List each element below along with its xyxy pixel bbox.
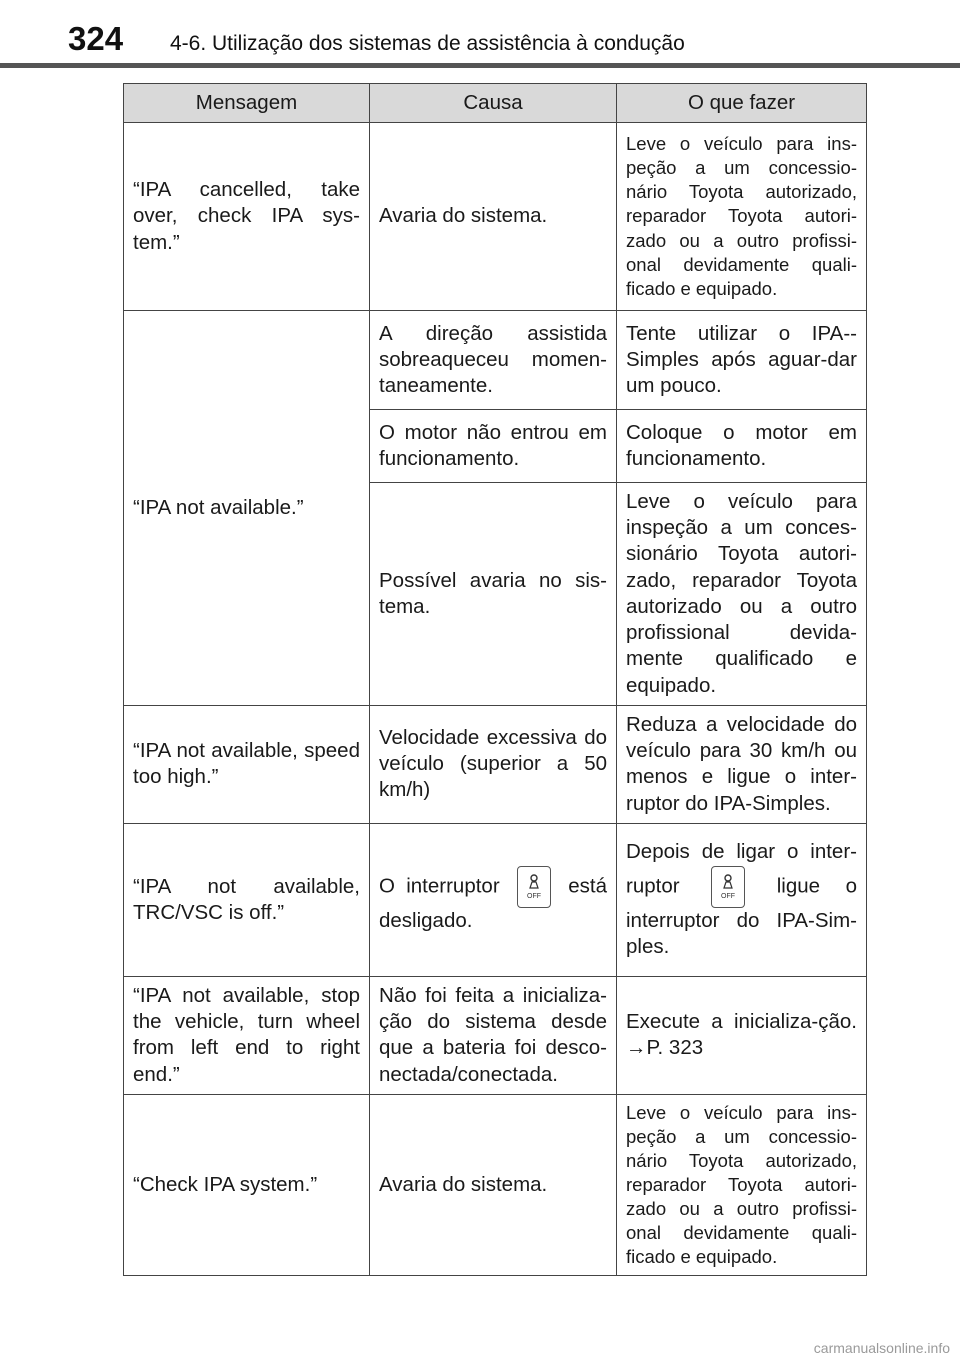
cause-cell: Avaria do sistema. xyxy=(370,123,617,311)
action-cell: Leve o veículo para ins-peção a um concessio-nário Toyota autorizado, reparador Toyota autori-zado ou a outro profissi-onal devidamente quali-ficado e equipado. xyxy=(617,1094,867,1275)
action-cell xyxy=(617,823,867,976)
message-cell: “IPA cancelled, take over, check IPA sys-tem.” xyxy=(124,123,370,311)
header-rule xyxy=(0,63,960,68)
cause-cell: Velocidade excessiva do veículo (superior a 50 km/h) xyxy=(370,705,617,823)
table-row xyxy=(124,123,867,311)
action-text-before: Depois de ligar o inter-ruptor xyxy=(626,840,857,898)
cause-text-before: O interruptor xyxy=(379,874,500,898)
column-header-cause: Causa xyxy=(370,84,617,123)
vsc-off-switch-icon xyxy=(711,866,745,908)
message-cell: “IPA not available, speed too high.” xyxy=(124,705,370,823)
message-cell: “IPA not available, TRC/VSC is off.” xyxy=(124,823,370,976)
watermark: carmanualsonline.info xyxy=(813,1340,950,1356)
action-cell: Leve o veículo para inspeção a um conces-sionário Toyota autori-zado, reparador Toyota autorizado ou a outro profissional devida-mente qualificado e equipado. xyxy=(617,483,867,706)
table-row xyxy=(124,1094,867,1275)
switch-off-label: OFF xyxy=(526,892,541,900)
column-header-action: O que fazer xyxy=(617,84,867,123)
cause-cell: O motor não entrou em funcionamento. xyxy=(370,410,617,483)
cause-cell: Não foi feita a inicializa-ção do sistema desde que a bateria foi desco-nectada/conectada. xyxy=(370,976,617,1094)
action-cell: Tente utilizar o IPA--Simples após aguar-dar um pouco. xyxy=(617,311,867,410)
vsc-off-switch-icon xyxy=(517,866,551,908)
action-cell: Reduza a velocidade do veículo para 30 km/h ou menos e ligue o inter-ruptor do IPA-Simples. xyxy=(617,705,867,823)
table-row xyxy=(124,976,867,1094)
cause-cell: Possível avaria no sis-tema. xyxy=(370,483,617,706)
column-header-message: Mensagem xyxy=(124,84,370,123)
page-number: 324 xyxy=(68,20,124,57)
action-text-after: ligue o interruptor do IPA-Sim-ples. xyxy=(626,874,857,958)
cause-text-after: está desligado. xyxy=(379,874,608,932)
messages-table xyxy=(123,83,867,1276)
cause-cell: A direção assistida sobreaqueceu momen-taneamente. xyxy=(370,311,617,410)
table-row xyxy=(124,823,867,976)
message-cell: “Check IPA system.” xyxy=(124,1094,370,1275)
action-cell: Execute a inicializa-ção. →P. 323 xyxy=(617,976,867,1094)
table-row xyxy=(124,705,867,823)
cause-cell xyxy=(370,823,617,976)
table-row xyxy=(124,311,867,410)
cause-cell: Avaria do sistema. xyxy=(370,1094,617,1275)
switch-off-label: OFF xyxy=(721,892,736,900)
message-cell: “IPA not available, stop the vehicle, turn wheel from left end to right end.” xyxy=(124,976,370,1094)
page-header xyxy=(0,0,960,70)
message-cell: “IPA not available.” xyxy=(124,311,370,706)
action-cell: Coloque o motor em funcionamento. xyxy=(617,410,867,483)
action-cell: Leve o veículo para ins-peção a um concessio-nário Toyota autorizado, reparador Toyota autori-zado ou a outro profissi-onal devidamente quali-ficado e equipado. xyxy=(617,123,867,311)
table-header-row xyxy=(124,84,867,123)
section-title: 4-6. Utilização dos sistemas de assistência à condução xyxy=(170,32,685,55)
